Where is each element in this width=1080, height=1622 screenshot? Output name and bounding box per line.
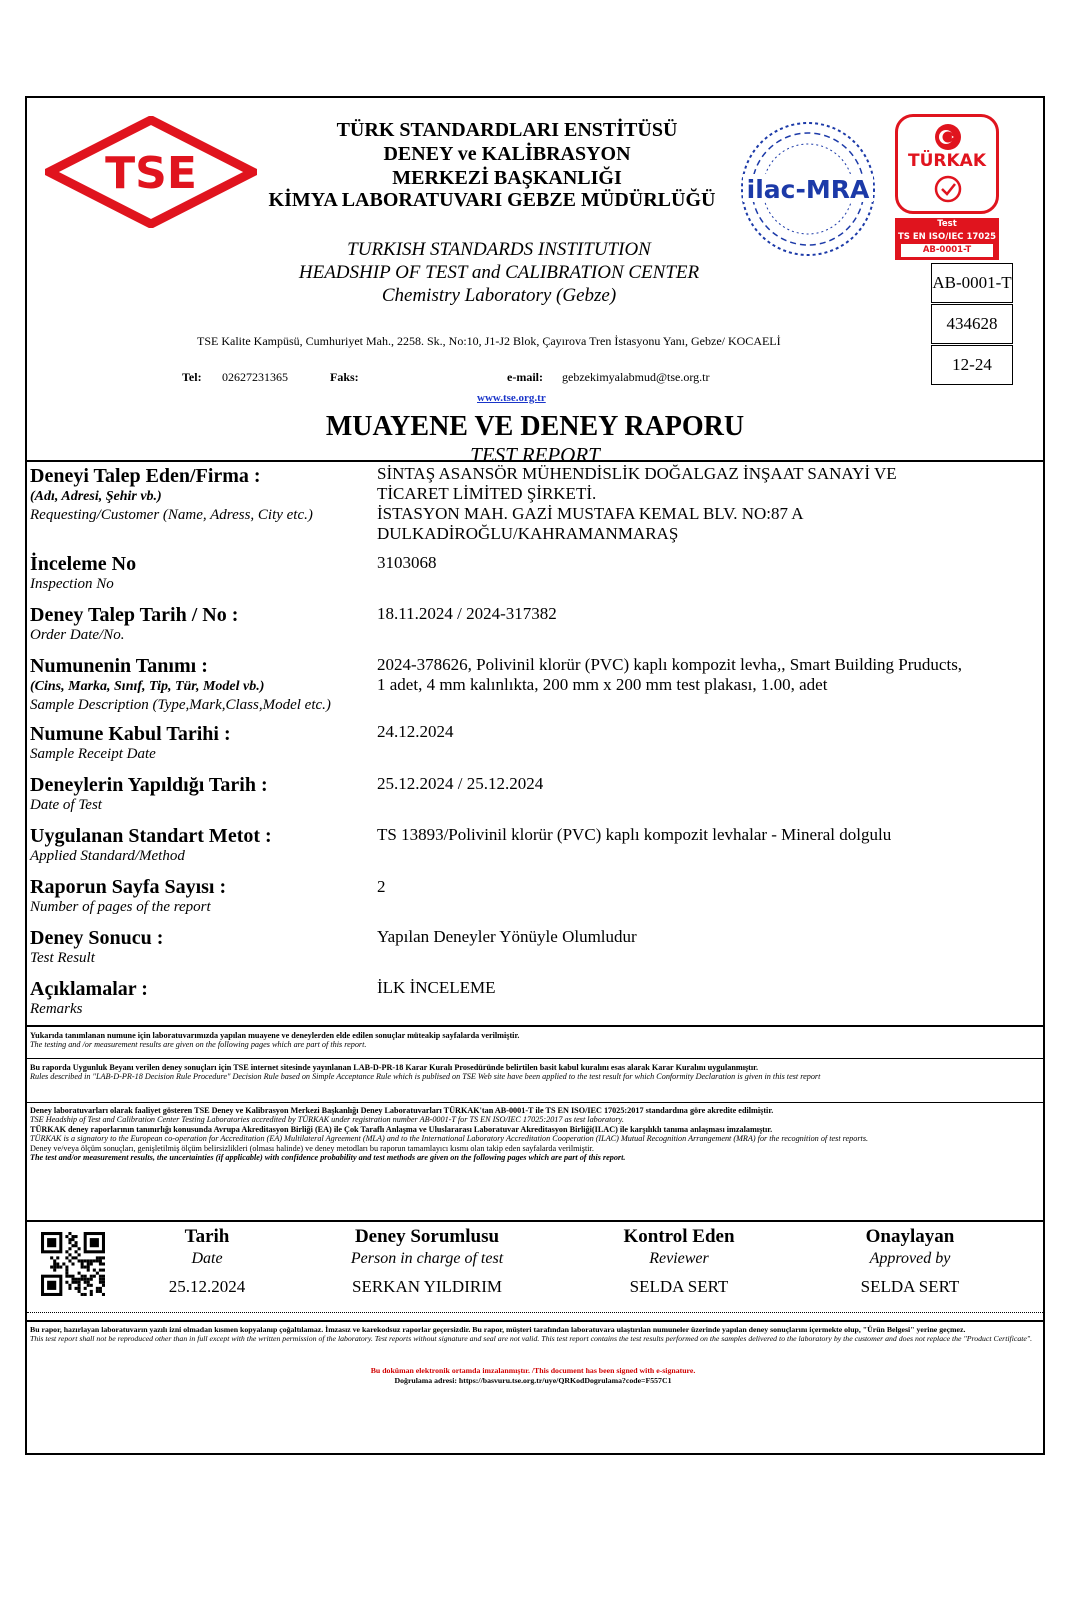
pages-label: Raporun Sayfa Sayısı : Number of pages of the report bbox=[30, 876, 227, 915]
standard-label: Uygulanan Standart Metot : Applied Standard/Method bbox=[30, 825, 272, 864]
remarks-value: İLK İNCELEME bbox=[377, 978, 496, 997]
order-value: 18.11.2024 / 2024-317382 bbox=[377, 604, 557, 623]
address: TSE Kalite Kampüsü, Cumhuriyet Mah., 2258. Sk., No:10, J1-J2 Blok, Çayırova Tren İstasyonu Yanı, Gebze/ KOCAELİ bbox=[197, 334, 781, 348]
divider bbox=[27, 1025, 1043, 1027]
note-results: Yukarıda tanımlanan numune için laboratuvarımızda yapılan muayene ve deneylerden elde edilen sonuçlar müteakip sayfalarda verilmiştir. The testing and /or measurement results are given on the following pages which are part of this report. bbox=[30, 1031, 520, 1050]
ilac-mra-logo bbox=[737, 118, 879, 260]
institution-en-2: HEADSHIP OF TEST and CALIBRATION CENTER bbox=[298, 262, 700, 283]
pages-value: 2 bbox=[377, 877, 386, 896]
order-label: Deney Talep Tarih / No : Order Date/No. bbox=[30, 604, 239, 643]
fax-label: Faks: bbox=[330, 370, 359, 384]
turkak-text: TÜRKAK bbox=[908, 151, 986, 171]
turkak-badge: Test TS EN ISO/IEC 17025 AB-0001-T bbox=[895, 218, 999, 260]
institution-tr-2: DENEY ve KALİBRASYON bbox=[383, 143, 631, 165]
email-value[interactable]: gebzekimyalabmud@tse.org.tr bbox=[562, 370, 710, 384]
sig-reviewer: Kontrol Eden Reviewer SELDA SERT bbox=[623, 1226, 735, 1296]
institution-tr-3: MERKEZİ BAŞKANLIĞI bbox=[392, 167, 622, 189]
report-page bbox=[25, 96, 1045, 1455]
report-code: 434628 bbox=[931, 304, 1013, 344]
tse-logo bbox=[45, 116, 257, 228]
tel-label: Tel: bbox=[182, 370, 202, 384]
note-accreditation: Deney laboratuvarları olarak faaliyet gösteren TSE Deney ve Kalibrasyon Merkezi Başkanlığı Deney Laboratuvarları TÜRKAK'tan AB-0001-T ile TS EN ISO/IEC 17025:2017 standardına göre akredite edilmiştir. TSE Headship of Test and Calibration Center Testing Laboratories accredited by TÜRKAK under registration number AB-0001-T for TS EN ISO/IEC 17025:2017 as test laboratory. TÜRKAK deney raporlarının tanınırlığı konusunda Avrupa Akreditasyon Birliği (EA) ile Çok Taraflı Anlaşma ve Uluslararası Laboratuvar Akreditasyon Birliği(ILAC) ile karşılıklı tanıma anlaşması imzalamıştır. TÜRKAK is a signatory to the European co-operation for Accreditation (EA) Multilateral Agreement (MLA) and to the International Laboratory Accreditation Cooperation (ILAC) Mutual Recognition Arrangement (MRA) for the recognition of test reports. Deney ve/veya ölçüm sonuçları, genişletilmiş ölçüm belirsizlikleri (olması halinde) ve deney metodları bu raporun tamamlayıcı kısmı olan takip eden sayfalarda verilmiştir. The test and/or measurement results, the uncertainties (if applicable) with confidence probability and test methods are given on the following pages which are part of this report. bbox=[30, 1106, 869, 1163]
divider bbox=[27, 1312, 1043, 1313]
sig-date: Tarih Date 25.12.2024 bbox=[168, 1226, 246, 1296]
turkish-flag-icon bbox=[934, 123, 962, 151]
requester-value: SİNTAŞ ASANSÖR MÜHENDİSLİK DOĞALGAZ İNŞAAT SANAYİ VE TİCARET LİMİTED ŞİRKETİ. İSTASYON MAH. GAZİ MUSTAFA KEMAL BLV. NO:87 A DULKADİROĞLU/KAHRAMANMARAŞ bbox=[377, 464, 897, 543]
receipt-label: Numune Kabul Tarihi : Sample Receipt Date bbox=[30, 723, 231, 762]
note-decision-rule: Bu raporda Uygunluk Beyanı verilen deney sonuçları için TSE internet sitesinde yayınlanan LAB-D-PR-18 Karar Kuralı Prosedüründe belirtilen basit kabul kuralını esas alarak Karar Kuralını uygulanmıştır. Rules described in "LAB-D-PR-18 Decision Rule Procedure" Decision Rule based on Simple Acceptance Rule which is publised on TSE Web site have been applied to the test result for which Conformity Declaration is given in this test report bbox=[30, 1063, 821, 1082]
report-title: MUAYENE VE DENEY RAPORU bbox=[325, 411, 745, 442]
qr-code[interactable] bbox=[41, 1232, 105, 1296]
footer-disclaimer: Bu rapor, hazırlayan laboratuvarın yazılı izni olmadan kısmen kopyalanıp çoğaltılamaz. İmzasız ve karekodsuz raporlar geçersizdir. Bu rapor, müşteri tarafından laboratuvara ulaştırılan numuneler üzerinde yapılan deney sonuçlarını içermekte olup, "Ürün Belgesi" yerine geçmez. This test report shall not be reproduced other than in full except with the written permission of the laboratory. Test reports without signature and seal are not valid. This test report contains the test results performed on the samples delivered to the laboratory by the customer and does not replace the "Product Certificate". bbox=[30, 1325, 1033, 1343]
inspection-value: 3103068 bbox=[377, 553, 437, 572]
standard-value: TS 13893/Polivinil klorür (PVC) kaplı kompozit levhalar - Mineral dolgulu bbox=[377, 825, 892, 844]
check-icon bbox=[934, 175, 962, 203]
esign-note: Bu doküman elektronik ortamda imzalanmıştır. /This document has been signed with e-signature. bbox=[370, 1366, 696, 1375]
result-label: Deney Sonucu : Test Result bbox=[30, 927, 164, 966]
remarks-label: Açıklamalar : Remarks bbox=[30, 978, 148, 1017]
tel-value: 02627231365 bbox=[222, 370, 288, 384]
test-date-value: 25.12.2024 / 25.12.2024 bbox=[377, 774, 544, 793]
receipt-value: 24.12.2024 bbox=[377, 722, 454, 741]
tse-logo-text: TSE bbox=[105, 148, 197, 199]
institution-tr-4: KİMYA LABORATUVARI GEBZE MÜDÜRLÜĞÜ bbox=[268, 189, 716, 211]
test-date-label: Deneylerin Yapıldığı Tarih : Date of Test bbox=[30, 774, 268, 813]
inspection-label: İnceleme No Inspection No bbox=[30, 553, 137, 592]
institution-tr-1: TÜRK STANDARDLARI ENSTİTÜSÜ bbox=[336, 119, 678, 141]
institution-en-3: Chemistry Laboratory (Gebze) bbox=[381, 285, 617, 306]
report-subtitle: TEST REPORT bbox=[470, 443, 600, 467]
divider bbox=[27, 1102, 1043, 1103]
website-link[interactable]: www.tse.org.tr bbox=[477, 392, 546, 404]
turkak-logo bbox=[895, 114, 999, 214]
divider bbox=[27, 460, 1043, 462]
sample-label: Numunenin Tanımı : (Cins, Marka, Sınıf, Tip, Tür, Model vb.) Sample Description (Type,Mark,Class,Model etc.) bbox=[30, 655, 331, 713]
accreditation-code: AB-0001-T bbox=[931, 263, 1013, 303]
date-code: 12-24 bbox=[931, 345, 1013, 385]
sig-approver: Onaylayan Approved by SELDA SERT bbox=[860, 1226, 960, 1296]
divider bbox=[27, 1058, 1043, 1059]
verification-url[interactable]: Doğrulama adresi: https://basvuru.tse.org.tr/uye/QRKodDogrulama?code=F557C1 bbox=[394, 1376, 672, 1385]
sample-value: 2024-378626, Polivinil klorür (PVC) kaplı kompozit levha,, Smart Building Pruducts, 1 adet, 4 mm kalınlıkta, 200 mm x 200 mm test plakası, 1.00, adet bbox=[377, 655, 963, 694]
institution-en-1: TURKISH STANDARDS INSTITUTION bbox=[347, 239, 651, 260]
requester-label: Deneyi Talep Eden/Firma : (Adı, Adresi, Şehir vb.) Requesting/Customer (Name, Adress, City etc.) bbox=[30, 465, 313, 523]
divider bbox=[27, 1220, 1043, 1222]
sig-person-in-charge: Deney Sorumlusu Person in charge of test SERKAN YILDIRIM bbox=[350, 1226, 504, 1296]
divider bbox=[27, 1320, 1043, 1322]
ilac-logo-text: ilac-MRA bbox=[746, 175, 870, 204]
email-label: e-mail: bbox=[507, 370, 543, 384]
result-value: Yapılan Deneyler Yönüyle Olumludur bbox=[377, 927, 637, 946]
